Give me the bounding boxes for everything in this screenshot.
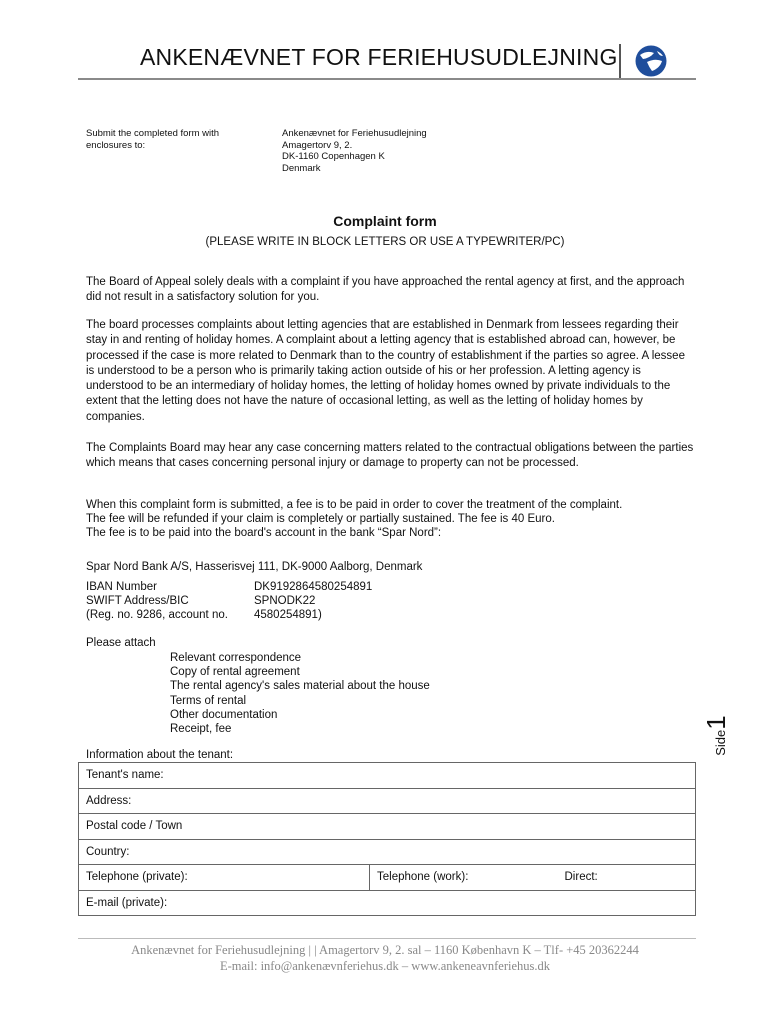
bank-row bbox=[86, 580, 372, 594]
table-row bbox=[79, 890, 696, 916]
fee-line: When this complaint form is submitted, a fee is to be paid in order to cover the treatment of the complaint. bbox=[86, 499, 623, 511]
header-rule bbox=[78, 78, 696, 80]
bank-label: IBAN Number bbox=[86, 581, 157, 593]
footer-address: Ankenævnet for Feriehusudlejning | | Amagertorv 9, 2. sal – 1160 København K – Tlf- +45 20362244 bbox=[131, 943, 639, 957]
tenant-form bbox=[78, 762, 696, 916]
fee-line: The fee will be refunded if your claim is completely or partially sustained. The fee is 40 Euro. bbox=[86, 513, 555, 526]
bank-label: (Reg. no. 9286, account no. bbox=[86, 609, 228, 622]
bank-value: 4580254891) bbox=[254, 609, 322, 622]
table-row bbox=[79, 865, 696, 891]
address-line: Denmark bbox=[282, 162, 321, 174]
header-divider bbox=[619, 44, 621, 78]
list-item: The rental agency's sales material about the house bbox=[170, 680, 430, 693]
scope-paragraph: The board processes complaints about letting agencies that are established in Denmark from lessees regarding their stay in and renting of holiday homes. A complaint about a letting agency that is established abroad can, however, be processed if the case is more related to Denmark than to the country of establishment if the parties so agree. A lessee is understood to be a person who is primarily taking action outside of his or her profession. A letting agency is understood to be an intermediary of holiday homes, the letting of holiday homes owned by private individuals to the extent that the letting does not have the nature of occasional letting, as well as the letting of holiday homes by companies. bbox=[86, 319, 685, 423]
page-number bbox=[700, 706, 740, 758]
bank-row bbox=[86, 608, 372, 622]
table-row bbox=[79, 814, 696, 840]
telephone-work-label: Telephone (work): bbox=[377, 871, 469, 884]
country-field[interactable]: Country: bbox=[79, 839, 696, 865]
tenant-name-field[interactable]: Tenant's name: bbox=[79, 763, 696, 789]
fee-paragraph bbox=[86, 498, 696, 541]
footer-rule bbox=[78, 938, 696, 939]
bank-value: SPNODK22 bbox=[254, 595, 316, 608]
bank-row bbox=[86, 594, 372, 608]
list-item: Relevant correspondence bbox=[170, 652, 302, 664]
direct-label: Direct: bbox=[564, 871, 598, 884]
side-number: 1 bbox=[700, 715, 731, 730]
list-item: Copy of rental agreement bbox=[170, 666, 300, 679]
postal-code-field[interactable]: Postal code / Town bbox=[79, 814, 696, 840]
list-item: Receipt, fee bbox=[170, 723, 232, 736]
bank-value: DK9192864580254891 bbox=[254, 581, 373, 593]
bank-details bbox=[86, 580, 372, 623]
telephone-private-field[interactable]: Telephone (private): bbox=[79, 865, 370, 891]
attach-list bbox=[170, 651, 430, 736]
submit-label: Submit the completed form with enclosures to: bbox=[86, 128, 220, 151]
side-word: Side bbox=[712, 729, 728, 756]
limits-paragraph: The Complaints Board may hear any case concerning matters related to the contractual obligations between the parties which means that cases concerning personal injury or damage to property can not be processed. bbox=[86, 442, 694, 470]
list-item: Terms of rental bbox=[170, 694, 247, 707]
page-number-label bbox=[701, 715, 732, 756]
form-subtitle: (PLEASE WRITE IN BLOCK LETTERS OR USE A TYPEWRITER/PC) bbox=[205, 236, 565, 248]
address-field[interactable]: Address: bbox=[79, 788, 696, 814]
globe-logo-icon bbox=[634, 44, 668, 78]
intro-paragraph: The Board of Appeal solely deals with a complaint if you have approached the rental agency at first, and the approach did not result in a satisfactory solution for you. bbox=[86, 276, 685, 304]
address-line: Ankenævnet for Feriehusudlejning bbox=[282, 128, 427, 139]
attach-label: Please attach bbox=[86, 637, 156, 649]
table-row bbox=[79, 788, 696, 814]
address-line: DK-1160 Copenhagen K bbox=[282, 151, 385, 162]
telephone-work-field[interactable] bbox=[370, 865, 696, 891]
fee-line: The fee is to be paid into the board's account in the bank “Spar Nord”: bbox=[86, 527, 442, 540]
form-title: Complaint form bbox=[333, 213, 437, 229]
bank-label: SWIFT Address/BIC bbox=[86, 595, 189, 608]
email-field[interactable]: E-mail (private): bbox=[79, 890, 696, 916]
table-row bbox=[79, 839, 696, 865]
bank-address: Spar Nord Bank A/S, Hasserisvej 111, DK-9000 Aalborg, Denmark bbox=[86, 561, 423, 573]
page-title: ANKENÆVNET FOR FERIEHUSUDLEJNING bbox=[140, 44, 618, 70]
tenant-heading: Information about the tenant: bbox=[86, 749, 234, 761]
address-line: Amagertorv 9, 2. bbox=[282, 139, 353, 151]
board-address bbox=[282, 128, 427, 174]
table-row bbox=[79, 763, 696, 789]
list-item: Other documentation bbox=[170, 708, 278, 721]
footer-contact: E-mail: info@ankenævnferiehus.dk – www.ankeneavnferiehus.dk bbox=[219, 959, 551, 973]
